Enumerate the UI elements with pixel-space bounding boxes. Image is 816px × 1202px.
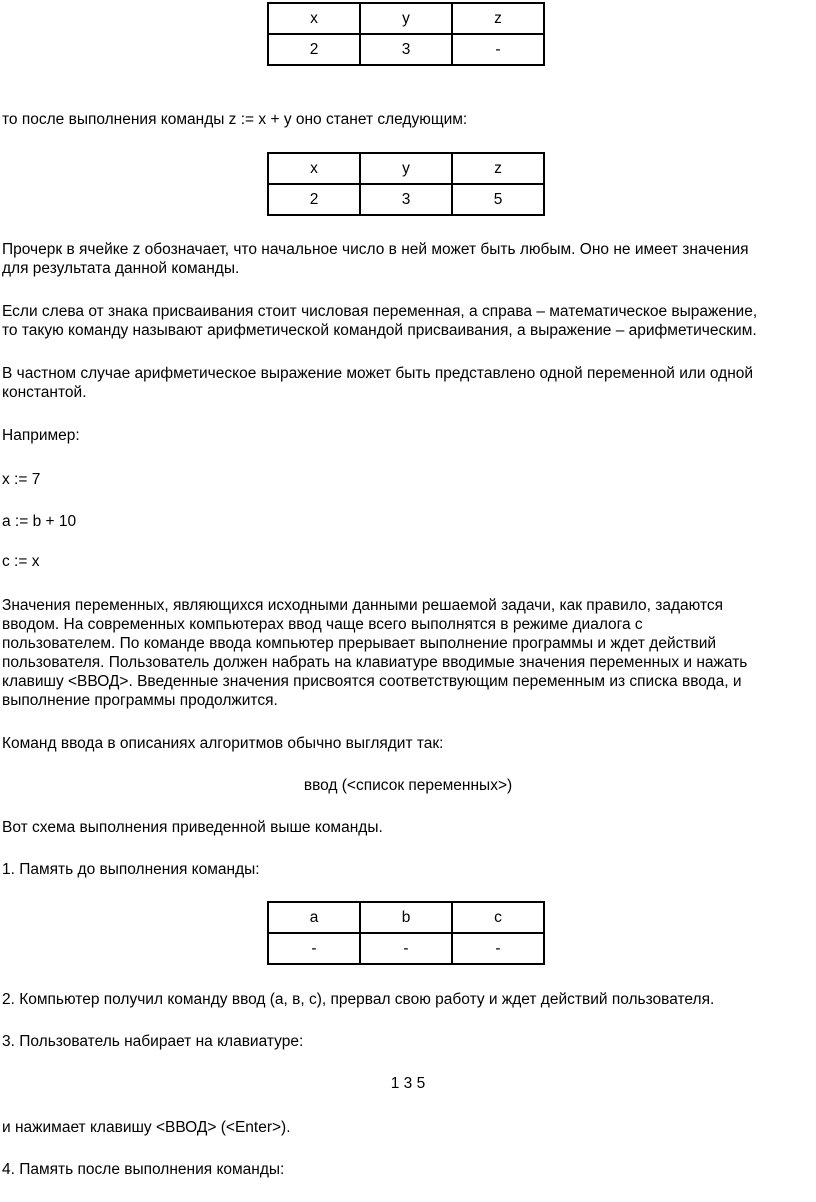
table-cell: y — [360, 153, 452, 184]
command-syntax: ввод (<список переменных>) — [303, 777, 513, 794]
table-cell: 3 — [360, 34, 452, 65]
paragraph-after-assignment: то после выполнения команды z := x + y оно станет следующим: — [2, 111, 468, 128]
table-cell: - — [360, 933, 452, 964]
table-cell: - — [268, 933, 360, 964]
table-cell: x — [268, 3, 360, 34]
table-cell: - — [452, 34, 544, 65]
table-cell: c — [452, 902, 544, 933]
text-line: пользователем. По команде ввода компьютер прерывает выполнение программы и ждет действий — [2, 635, 717, 652]
table-row — [268, 933, 544, 964]
table-row — [268, 184, 544, 215]
paragraph-example-heading: Например: — [2, 427, 80, 444]
paragraph-special-case — [2, 364, 814, 402]
variables-table-after — [267, 152, 545, 216]
table-cell: 2 — [268, 184, 360, 215]
paragraph-input-description — [2, 596, 814, 710]
text-line: для результата данной команды. — [2, 260, 240, 277]
step-4: 4. Память после выполнения команды: — [2, 1161, 285, 1178]
table-cell: z — [452, 153, 544, 184]
example-line-1: x := 7 — [2, 471, 41, 488]
table-cell: 3 — [360, 184, 452, 215]
paragraph-dash-meaning — [2, 240, 814, 278]
table-header-row — [268, 153, 544, 184]
text-line: вводом. На современных компьютерах ввод чаще всего выполнятся в режиме диалога с — [2, 616, 643, 633]
table-cell: 5 — [452, 184, 544, 215]
table-header-row — [268, 3, 544, 34]
table-cell: 2 — [268, 34, 360, 65]
table-cell: b — [360, 902, 452, 933]
text-line: Значения переменных, являющихся исходными данными решаемой задачи, как правило, задаются — [2, 597, 724, 614]
text-line: выполнение программы продолжится. — [2, 692, 278, 709]
paragraph-command-form: Команд ввода в описаниях алгоритмов обычно выглядит так: — [2, 735, 444, 752]
text-line: пользователя. Пользователь должен набрать на клавиатуре вводимые значения переменных и нажать — [2, 654, 748, 671]
example-line-2: a := b + 10 — [2, 513, 77, 530]
step-2: 2. Компьютер получил команду ввод (а, в, с), прервал свою работу и ждет действий пользователя. — [2, 991, 715, 1008]
paragraph-scheme: Вот схема выполнения приведенной выше команды. — [2, 819, 383, 836]
text-line: константой. — [2, 384, 87, 401]
table-cell: - — [452, 933, 544, 964]
text-line: то такую команду называют арифметической командой присваивания, а выражение – арифметическим. — [2, 322, 757, 339]
paragraph-press-enter: и нажимает клавишу <ВВОД> (<Enter>). — [2, 1119, 291, 1136]
table-cell: a — [268, 902, 360, 933]
text-line: клавишу <ВВОД>. Введенные значения присвоятся соответствующим переменным из списка ввода, и — [2, 673, 742, 690]
variables-table-before — [267, 2, 545, 66]
table-header-row — [268, 902, 544, 933]
text-line: В частном случае арифметическое выражение может быть представлено одной переменной или одной — [2, 365, 754, 382]
table-cell: y — [360, 3, 452, 34]
table-cell: x — [268, 153, 360, 184]
typed-values: 1 3 5 — [390, 1075, 426, 1092]
table-row — [268, 34, 544, 65]
step-3: 3. Пользователь набирает на клавиатуре: — [2, 1033, 304, 1050]
paragraph-arithmetic-assignment — [2, 302, 814, 340]
example-line-3: c := x — [2, 553, 40, 570]
text-line: Прочерк в ячейке z обозначает, что начальное число в ней может быть любым. Оно не имеет значения — [2, 241, 749, 258]
table-cell: z — [452, 3, 544, 34]
step-1: 1. Память до выполнения команды: — [2, 861, 260, 878]
memory-table-before-input — [267, 901, 545, 965]
text-line: Если слева от знака присваивания стоит числовая переменная, а справа – математическое выражение, — [2, 303, 758, 320]
